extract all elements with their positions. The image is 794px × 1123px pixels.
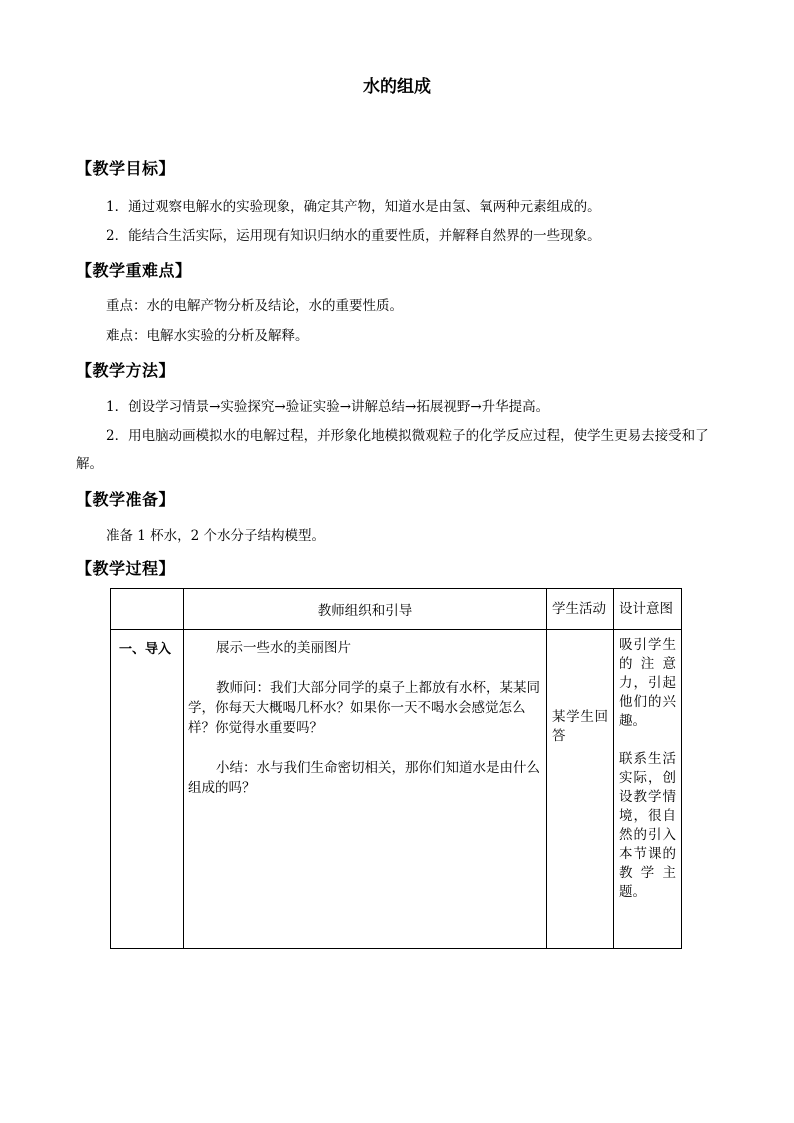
teacher-step-2: 教师问：我们大部分同学的桌子上都放有水杯，某某同学，你每天大概喝几杯水？如果你一天不喝水会感觉怎么样？你觉得水重要吗？ (188, 680, 540, 736)
heading-teaching-methods: 【教学方法】 (76, 361, 176, 380)
method-item-2: 2．用电脑动画模拟水的电解过程，并形象化地模拟微观粒子的化学反应过程，使学生更易去接受和了解。 (76, 428, 709, 472)
teaching-process-table (110, 588, 682, 949)
stage-cell: 一、导入 (111, 630, 184, 949)
header-teacher-guidance: 教师组织和引导 (184, 589, 547, 630)
header-design-intent: 设计意图 (614, 589, 682, 630)
design-intent-1: 吸引学生的注意力，引起他们的兴趣。 (619, 637, 676, 729)
heading-preparation: 【教学准备】 (76, 490, 176, 509)
heading-key-points: 【教学重难点】 (76, 261, 192, 280)
teacher-step-3: 小结：水与我们生命密切相关，那你们知道水是由什么组成的吗？ (188, 760, 540, 796)
document-title: 水的组成 (363, 77, 431, 97)
table-row (111, 630, 682, 949)
table-header-row (111, 589, 682, 630)
design-intent-2: 联系生活实际，创设教学情境，很自然的引入本节课的教学主题。 (619, 751, 676, 900)
key-point: 重点：水的电解产物分析及结论，水的重要性质。 (106, 298, 403, 314)
student-activity-cell: 某学生回答 (547, 630, 614, 949)
heading-teaching-goals: 【教学目标】 (76, 159, 176, 178)
difficult-point: 难点：电解水实验的分析及解释。 (106, 328, 309, 344)
teacher-guidance-cell (184, 630, 547, 949)
method-item-1: 1．创设学习情景→实验探究→验证实验→讲解总结→拓展视野→升华提高。 (106, 399, 550, 415)
header-stage (111, 589, 184, 630)
teacher-step-1: 展示一些水的美丽图片 (216, 640, 351, 656)
goal-item-1: 1．通过观察电解水的实验现象，确定其产物，知道水是由氢、氧两种元素组成的。 (106, 199, 601, 215)
preparation-text: 准备 1 杯水，2 个水分子结构模型。 (106, 528, 326, 544)
header-student-activity: 学生活动 (547, 589, 614, 630)
goal-item-2: 2．能结合生活实际，运用现有知识归纳水的重要性质，并解释自然界的一些现象。 (106, 228, 601, 244)
design-intent-cell (614, 630, 682, 949)
heading-teaching-process: 【教学过程】 (76, 559, 176, 578)
